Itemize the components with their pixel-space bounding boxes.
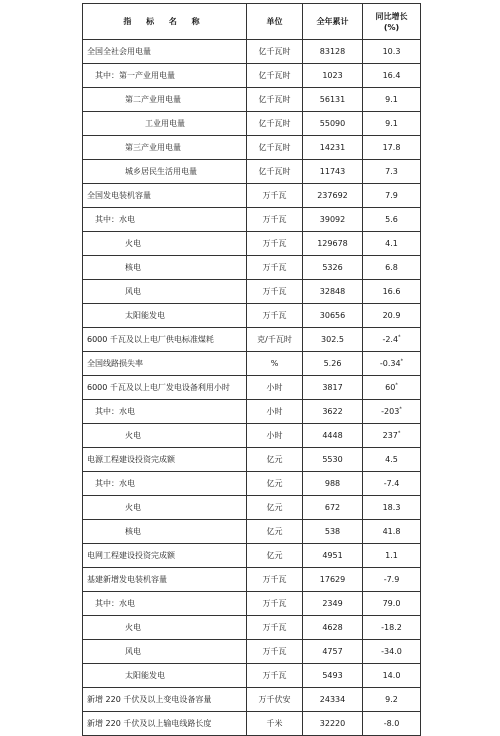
indicator-name: 基建新增发电装机容量	[83, 568, 247, 592]
table-row	[83, 232, 421, 256]
indicator-name: 6000 千瓦及以上电厂供电标准煤耗	[83, 328, 247, 352]
growth-value: 4.1	[385, 238, 398, 248]
growth-cell	[363, 400, 421, 424]
table-row	[83, 712, 421, 736]
indicator-name: 其中：水电	[83, 400, 247, 424]
indicator-unit: 万千瓦	[247, 592, 303, 616]
growth-value: 16.4	[382, 70, 401, 80]
cumulative-value: 30656	[303, 304, 363, 328]
cumulative-value: 14231	[303, 136, 363, 160]
indicator-unit: 万千瓦	[247, 208, 303, 232]
indicator-unit: 亿元	[247, 496, 303, 520]
growth-cell	[363, 184, 421, 208]
growth-cell	[363, 664, 421, 688]
cumulative-value: 4951	[303, 544, 363, 568]
cumulative-value: 4757	[303, 640, 363, 664]
indicator-unit: 万千伏安	[247, 688, 303, 712]
header-growth	[363, 4, 421, 40]
growth-value: -203	[381, 406, 400, 416]
percentage-point-mark: *	[399, 405, 402, 412]
indicator-name: 太阳能发电	[83, 304, 247, 328]
cumulative-value: 83128	[303, 40, 363, 64]
growth-cell	[363, 424, 421, 448]
growth-cell	[363, 352, 421, 376]
cumulative-value: 302.5	[303, 328, 363, 352]
table-row	[83, 280, 421, 304]
cumulative-value: 672	[303, 496, 363, 520]
growth-value: 7.3	[385, 166, 398, 176]
indicator-name: 太阳能发电	[83, 664, 247, 688]
table-row	[83, 592, 421, 616]
table-row	[83, 664, 421, 688]
growth-cell	[363, 448, 421, 472]
indicator-unit: 千米	[247, 712, 303, 736]
cumulative-value: 4448	[303, 424, 363, 448]
growth-value: 7.9	[385, 190, 398, 200]
cumulative-value: 56131	[303, 88, 363, 112]
growth-value: -2.4	[382, 334, 399, 344]
indicator-unit: 亿千瓦时	[247, 112, 303, 136]
indicator-name: 风电	[83, 280, 247, 304]
growth-cell	[363, 232, 421, 256]
table-row	[83, 64, 421, 88]
indicator-name: 全国发电装机容量	[83, 184, 247, 208]
indicator-unit: 万千瓦	[247, 256, 303, 280]
cumulative-value: 237692	[303, 184, 363, 208]
cumulative-value: 538	[303, 520, 363, 544]
cumulative-value: 988	[303, 472, 363, 496]
growth-cell	[363, 472, 421, 496]
header-row	[83, 4, 421, 40]
cumulative-value: 5530	[303, 448, 363, 472]
growth-value: -34.0	[381, 646, 402, 656]
indicator-unit: 万千瓦	[247, 664, 303, 688]
indicator-name: 电网工程建设投资完成额	[83, 544, 247, 568]
indicator-name: 全国全社会用电量	[83, 40, 247, 64]
table-body	[83, 40, 421, 736]
indicator-name: 风电	[83, 640, 247, 664]
cumulative-value: 129678	[303, 232, 363, 256]
table-row	[83, 88, 421, 112]
growth-value: -0.34	[379, 358, 401, 368]
growth-value: 10.3	[382, 46, 401, 56]
growth-value: 79.0	[382, 598, 401, 608]
growth-cell	[363, 520, 421, 544]
growth-value: 237	[382, 430, 398, 440]
growth-value: 4.5	[385, 454, 398, 464]
cumulative-value: 55090	[303, 112, 363, 136]
indicator-name: 其中：水电	[83, 472, 247, 496]
growth-cell	[363, 112, 421, 136]
header-unit: 单位	[247, 4, 303, 40]
indicator-name: 火电	[83, 232, 247, 256]
table-row	[83, 568, 421, 592]
growth-value: -8.0	[383, 718, 400, 728]
growth-cell	[363, 712, 421, 736]
indicator-unit: 亿千瓦时	[247, 88, 303, 112]
table-row	[83, 256, 421, 280]
growth-value: 60	[385, 382, 396, 392]
indicator-name: 其中：第一产业用电量	[83, 64, 247, 88]
indicator-unit: 小时	[247, 400, 303, 424]
cumulative-value: 3622	[303, 400, 363, 424]
percentage-point-mark: *	[395, 381, 398, 388]
header-growth-unit: (%)	[383, 22, 400, 32]
growth-value: 14.0	[382, 670, 401, 680]
growth-value: 9.2	[385, 694, 398, 704]
indicator-name: 火电	[83, 496, 247, 520]
indicator-unit: 小时	[247, 424, 303, 448]
cumulative-value: 11743	[303, 160, 363, 184]
growth-cell	[363, 568, 421, 592]
cumulative-value: 5.26	[303, 352, 363, 376]
growth-value: 9.1	[385, 118, 398, 128]
table-row	[83, 472, 421, 496]
cumulative-value: 32848	[303, 280, 363, 304]
growth-value: 1.1	[385, 550, 398, 560]
percentage-point-mark: *	[398, 333, 401, 340]
indicator-name: 核电	[83, 520, 247, 544]
indicator-unit: 亿元	[247, 448, 303, 472]
growth-cell	[363, 640, 421, 664]
table-row	[83, 208, 421, 232]
growth-value: 16.6	[382, 286, 401, 296]
statistics-table-container	[82, 3, 420, 736]
indicator-unit: 万千瓦	[247, 616, 303, 640]
indicator-name: 全国线路损失率	[83, 352, 247, 376]
table-row	[83, 640, 421, 664]
growth-cell	[363, 376, 421, 400]
indicator-name: 其中：水电	[83, 208, 247, 232]
growth-value: -18.2	[381, 622, 402, 632]
growth-cell	[363, 88, 421, 112]
percentage-point-mark: *	[400, 357, 404, 364]
indicator-unit: %	[247, 352, 303, 376]
indicator-unit: 万千瓦	[247, 280, 303, 304]
growth-cell	[363, 280, 421, 304]
indicator-name: 火电	[83, 424, 247, 448]
indicator-unit: 亿元	[247, 544, 303, 568]
table-row	[83, 328, 421, 352]
cumulative-value: 39092	[303, 208, 363, 232]
table-header	[83, 4, 421, 40]
growth-cell	[363, 616, 421, 640]
header-cumulative: 全年累计	[303, 4, 363, 40]
header-growth-label: 同比增长	[375, 11, 408, 21]
indicator-name: 核电	[83, 256, 247, 280]
table-row	[83, 520, 421, 544]
percentage-point-mark: *	[397, 429, 401, 436]
indicator-unit: 万千瓦	[247, 232, 303, 256]
cumulative-value: 32220	[303, 712, 363, 736]
growth-value: 9.1	[385, 94, 398, 104]
power-statistics-table	[82, 3, 421, 736]
indicator-unit: 小时	[247, 376, 303, 400]
indicator-name: 第二产业用电量	[83, 88, 247, 112]
growth-cell	[363, 160, 421, 184]
table-row	[83, 112, 421, 136]
growth-cell	[363, 136, 421, 160]
table-row	[83, 160, 421, 184]
indicator-unit: 亿千瓦时	[247, 160, 303, 184]
indicator-unit: 亿元	[247, 520, 303, 544]
growth-cell	[363, 496, 421, 520]
cumulative-value: 17629	[303, 568, 363, 592]
growth-cell	[363, 208, 421, 232]
indicator-name: 第三产业用电量	[83, 136, 247, 160]
growth-value: 41.8	[382, 526, 401, 536]
table-row	[83, 304, 421, 328]
table-row	[83, 136, 421, 160]
growth-value: -7.9	[383, 574, 400, 584]
indicator-unit: 亿千瓦时	[247, 40, 303, 64]
indicator-name: 工业用电量	[83, 112, 247, 136]
cumulative-value: 5493	[303, 664, 363, 688]
growth-cell	[363, 592, 421, 616]
growth-value: 20.9	[382, 310, 401, 320]
growth-cell	[363, 544, 421, 568]
indicator-unit: 亿千瓦时	[247, 64, 303, 88]
cumulative-value: 2349	[303, 592, 363, 616]
indicator-unit: 万千瓦	[247, 640, 303, 664]
cumulative-value: 4628	[303, 616, 363, 640]
table-row	[83, 352, 421, 376]
indicator-unit: 万千瓦	[247, 568, 303, 592]
table-row	[83, 616, 421, 640]
indicator-unit: 万千瓦	[247, 184, 303, 208]
indicator-name: 新增 220 千伏及以上输电线路长度	[83, 712, 247, 736]
growth-value: -7.4	[383, 478, 400, 488]
table-row	[83, 40, 421, 64]
cumulative-value: 1023	[303, 64, 363, 88]
indicator-name: 城乡居民生活用电量	[83, 160, 247, 184]
indicator-name: 电源工程建设投资完成额	[83, 448, 247, 472]
header-indicator-name: 指 标 名 称	[83, 4, 247, 40]
indicator-unit: 克/千瓦时	[247, 328, 303, 352]
growth-cell	[363, 40, 421, 64]
growth-cell	[363, 688, 421, 712]
growth-cell	[363, 328, 421, 352]
table-row	[83, 544, 421, 568]
cumulative-value: 24334	[303, 688, 363, 712]
table-row	[83, 448, 421, 472]
growth-value: 18.3	[382, 502, 401, 512]
indicator-name: 其中：水电	[83, 592, 247, 616]
growth-cell	[363, 304, 421, 328]
cumulative-value: 3817	[303, 376, 363, 400]
indicator-name: 新增 220 千伏及以上变电设备容量	[83, 688, 247, 712]
table-row	[83, 400, 421, 424]
growth-value: 5.6	[385, 214, 398, 224]
indicator-unit: 亿元	[247, 472, 303, 496]
table-row	[83, 184, 421, 208]
growth-cell	[363, 64, 421, 88]
indicator-name: 火电	[83, 616, 247, 640]
growth-value: 17.8	[382, 142, 401, 152]
indicator-unit: 亿千瓦时	[247, 136, 303, 160]
table-row	[83, 424, 421, 448]
growth-cell	[363, 256, 421, 280]
indicator-unit: 万千瓦	[247, 304, 303, 328]
table-row	[83, 376, 421, 400]
indicator-name: 6000 千瓦及以上电厂发电设备利用小时	[83, 376, 247, 400]
table-row	[83, 496, 421, 520]
growth-value: 6.8	[385, 262, 398, 272]
table-row	[83, 688, 421, 712]
cumulative-value: 5326	[303, 256, 363, 280]
